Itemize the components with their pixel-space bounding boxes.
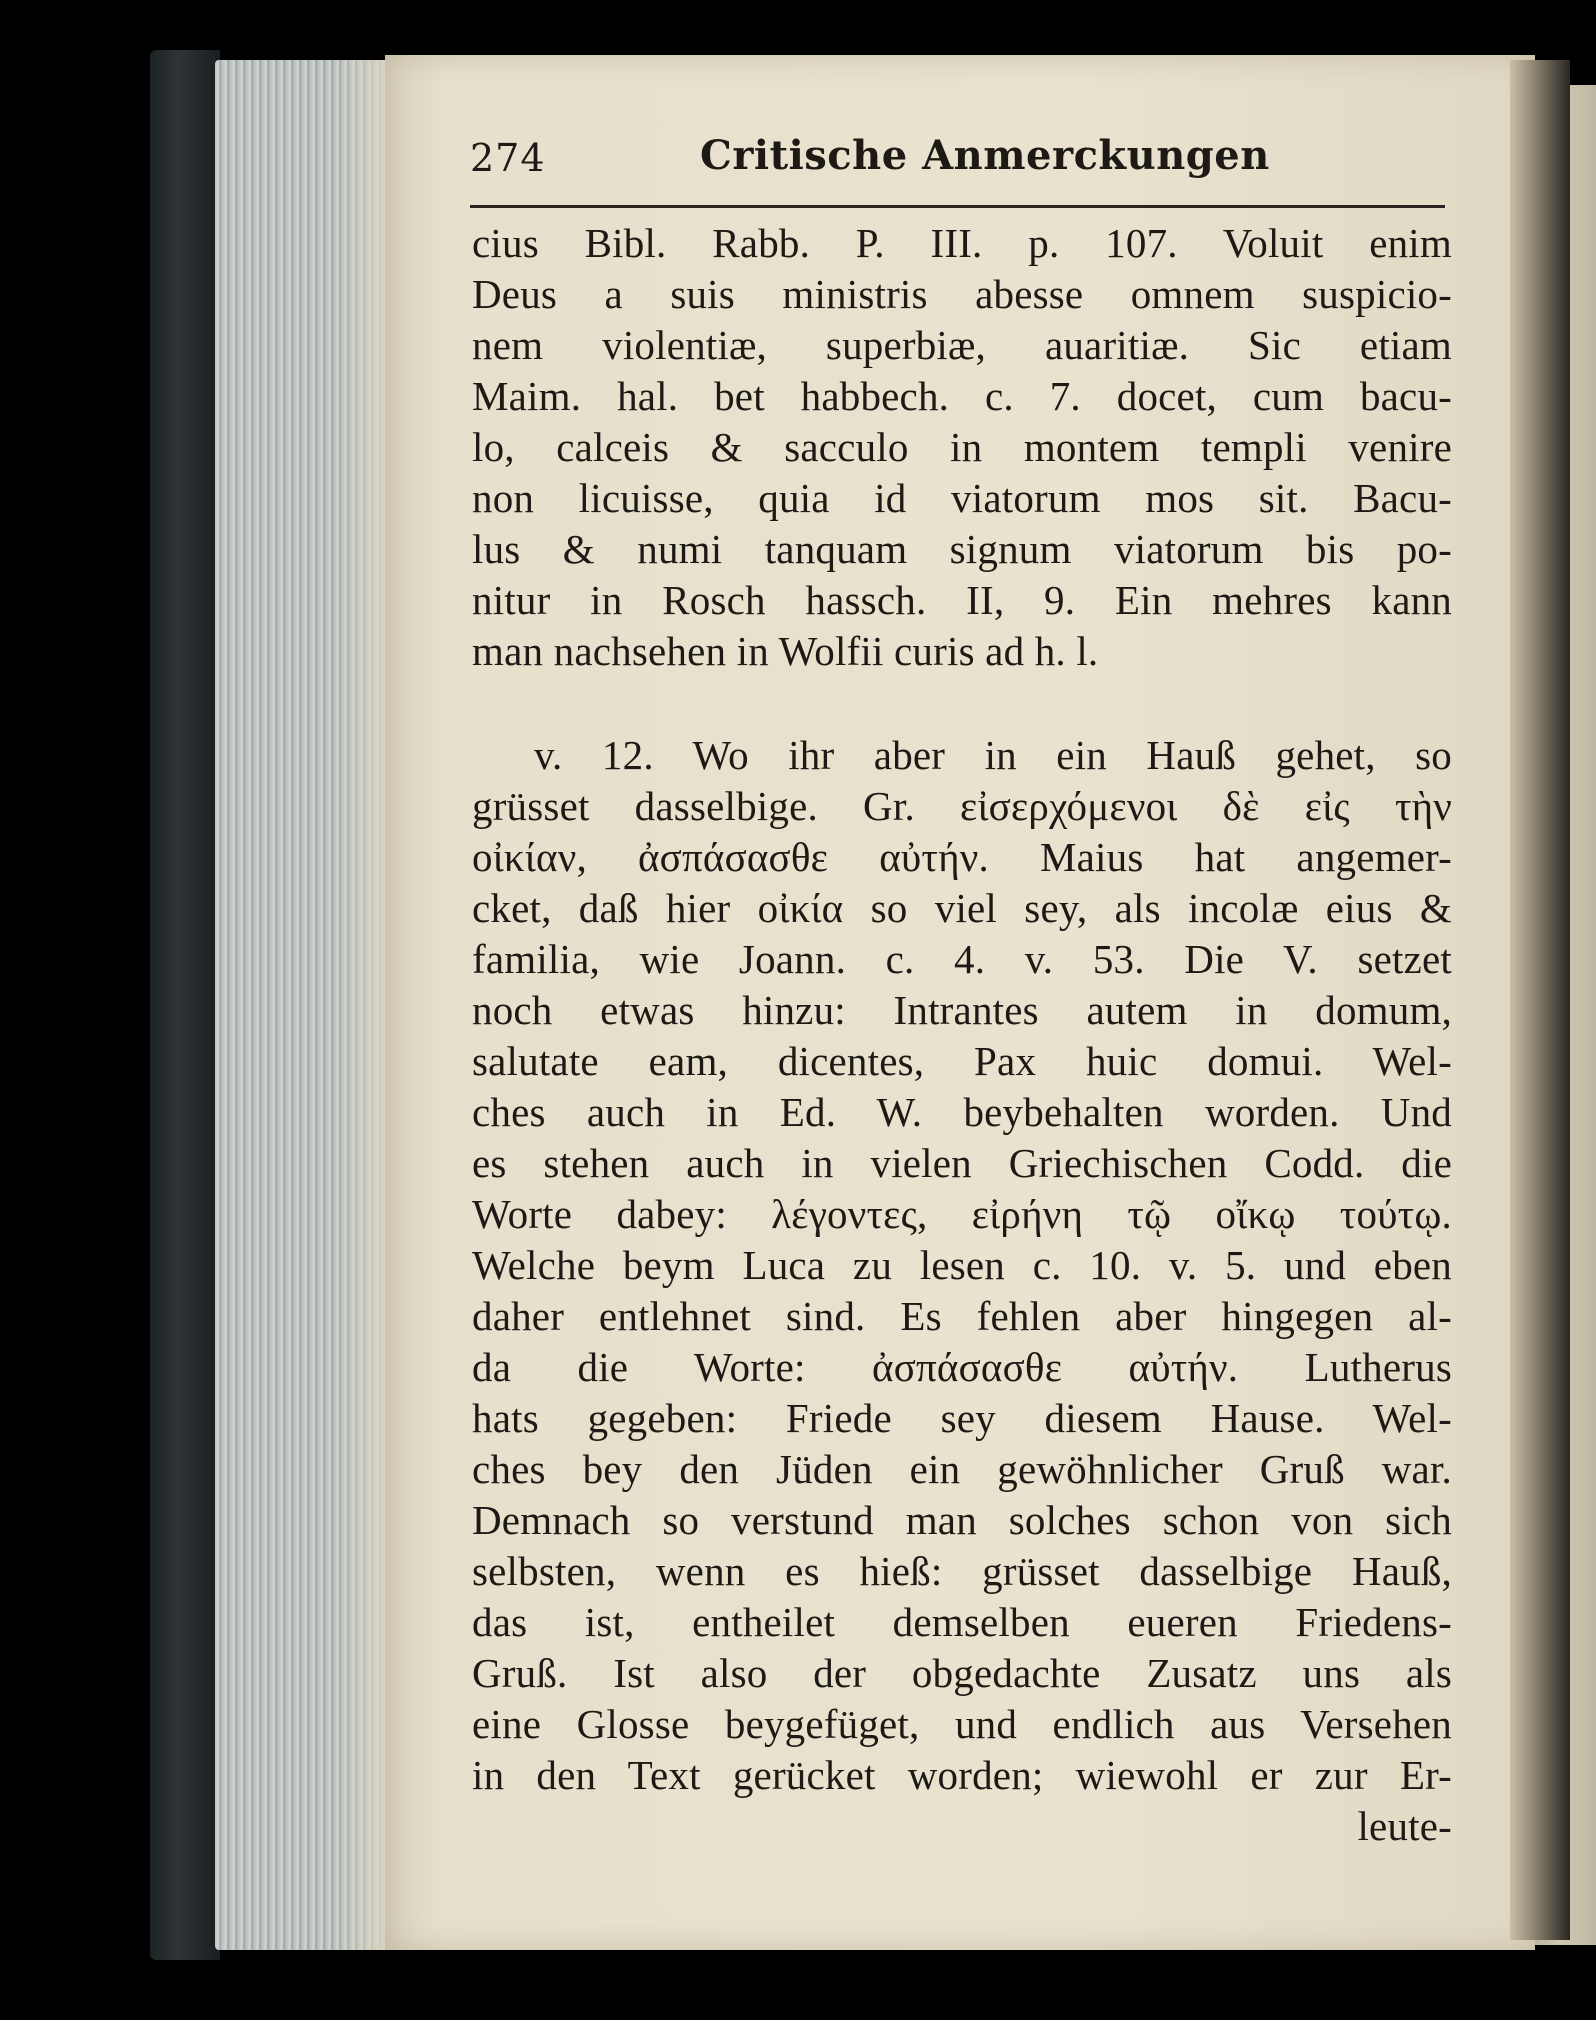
text-line: daher entlehnet sind. Es fehlen aber hingegen al-	[472, 1293, 1452, 1339]
text-line: salutate eam, dicentes, Pax huic domui. Wel-	[472, 1038, 1452, 1084]
text-line: nitur in Rosch hassch. II, 9. Ein mehres kann	[472, 577, 1452, 623]
paragraph-latin-note	[472, 218, 1452, 677]
text-line: lo, calceis & sacculo in montem templi venire	[472, 424, 1452, 470]
text-line: Worte dabey: λέγοντες, εἰρήνη τῷ οἴκῳ τούτῳ.	[472, 1191, 1452, 1237]
text-line: das ist, entheilet demselben eueren Friedens-	[472, 1599, 1452, 1645]
text-line: cket, daß hier οἰκία so viel sey, als incolæ eius &	[472, 885, 1452, 931]
catchword: leute-	[1357, 1803, 1452, 1849]
text-line: ches bey den Jüden ein gewöhnlicher Gruß war.	[472, 1446, 1452, 1492]
page-stack-edge	[215, 60, 395, 1950]
text-line: οἰκίαν, ἀσπάσασθε αὐτήν. Maius hat angemer-	[472, 834, 1452, 880]
page-header	[470, 128, 1450, 198]
text-line: Welche beym Luca zu lesen c. 10. v. 5. und eben	[472, 1242, 1452, 1288]
text-line: hats gegeben: Friede sey diesem Hause. Wel-	[472, 1395, 1452, 1441]
body-text	[472, 218, 1452, 1852]
text-line: man nachsehen in Wolfii curis ad h. l.	[472, 628, 1099, 674]
text-line: es stehen auch in vielen Griechischen Codd. die	[472, 1140, 1452, 1186]
header-rule	[470, 205, 1445, 208]
text-line: eine Glosse beygefüget, und endlich aus Versehen	[472, 1701, 1452, 1747]
page-gutter	[1510, 60, 1570, 1940]
text-line: noch etwas hinzu: Intrantes autem in domum,	[472, 987, 1452, 1033]
paragraph-gap	[472, 677, 1452, 730]
paragraph-verse-12	[472, 730, 1452, 1852]
text-line: da die Worte: ἀσπάσασθε αὐτήν. Lutherus	[472, 1344, 1452, 1390]
text-line: grüsset dasselbige. Gr. εἰσερχόμενοι δὲ εἰς τὴν	[472, 783, 1452, 829]
text-line: cius Bibl. Rabb. P. III. p. 107. Voluit enim	[472, 220, 1452, 266]
text-line: familia, wie Joann. c. 4. v. 53. Die V. setzet	[472, 936, 1452, 982]
page-number: 274	[470, 136, 546, 180]
text-line: in den Text gerücket worden; wiewohl er zur Er-	[472, 1752, 1452, 1798]
text-line: ches auch in Ed. W. beybehalten worden. Und	[472, 1089, 1452, 1135]
text-line: Maim. hal. bet habbech. c. 7. docet, cum bacu-	[472, 373, 1452, 419]
text-line: non licuisse, quia id viatorum mos sit. Bacu-	[472, 475, 1452, 521]
text-line: Deus a suis ministris abesse omnem suspicio-	[472, 271, 1452, 317]
text-line: Demnach so verstund man solches schon von sich	[472, 1497, 1452, 1543]
text-line: v. 12. Wo ihr aber in ein Hauß gehet, so	[534, 732, 1452, 778]
text-line: lus & numi tanquam signum viatorum bis po-	[472, 526, 1452, 572]
text-line: selbsten, wenn es hieß: grüsset dasselbige Hauß,	[472, 1548, 1452, 1594]
text-line: nem violentiæ, superbiæ, auaritiæ. Sic etiam	[472, 322, 1452, 368]
text-line: Gruß. Ist also der obgedachte Zusatz uns als	[472, 1650, 1452, 1696]
book-cover-edge	[150, 50, 220, 1960]
running-title: Critische Anmerckungen	[700, 132, 1270, 179]
